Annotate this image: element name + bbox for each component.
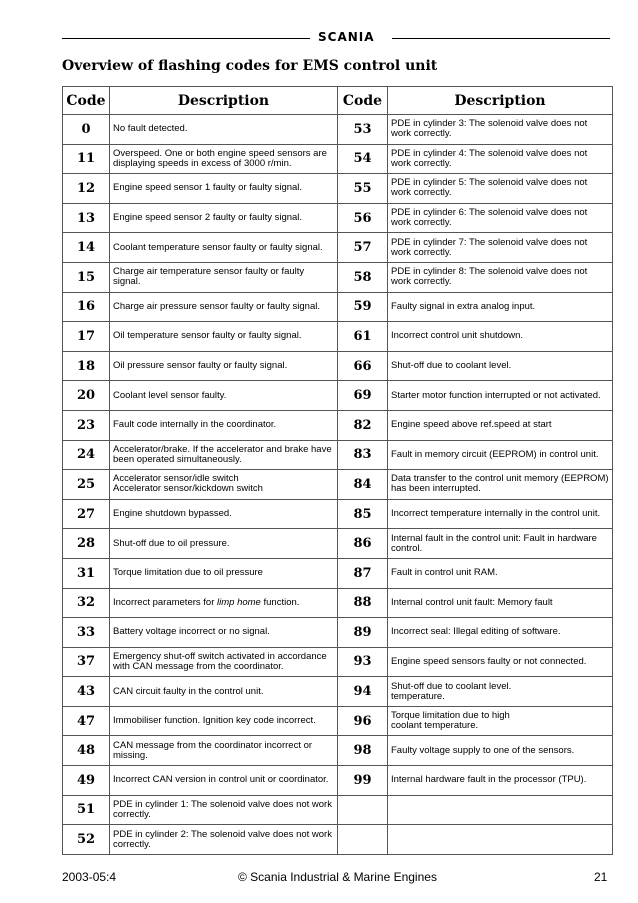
description-cell: Engine speed sensor 2 faulty or faulty signal. [110, 203, 338, 233]
table-row [63, 647, 613, 677]
header-rule-right [392, 38, 610, 39]
description-cell: Charge air pressure sensor faulty or faulty signal. [110, 292, 338, 322]
code-cell: 20 [63, 381, 110, 411]
table-row [63, 558, 613, 588]
description-cell: Data transfer to the control unit memory (EEPROM) has been interrupted. [388, 470, 613, 500]
description-cell: CAN message from the coordinator incorrect or missing. [110, 736, 338, 766]
code-cell: 84 [338, 470, 388, 500]
description-cell [388, 795, 613, 825]
code-cell: 85 [338, 499, 388, 529]
description-cell: Battery voltage incorrect or no signal. [110, 618, 338, 648]
description-cell: Faulty voltage supply to one of the sensors. [388, 736, 613, 766]
description-cell: Shut-off due to oil pressure. [110, 529, 338, 559]
table-row [63, 470, 613, 500]
code-cell: 58 [338, 262, 388, 292]
flashing-codes-table [62, 86, 613, 855]
code-cell: 14 [63, 233, 110, 263]
code-cell: 59 [338, 292, 388, 322]
table-row [63, 736, 613, 766]
description-cell: No fault detected. [110, 115, 338, 145]
description-cell: PDE in cylinder 7: The solenoid valve does not work correctly. [388, 233, 613, 263]
code-cell: 57 [338, 233, 388, 263]
code-cell: 33 [63, 618, 110, 648]
description-cell: Charge air temperature sensor faulty or faulty signal. [110, 262, 338, 292]
table-row [63, 588, 613, 618]
code-cell: 82 [338, 410, 388, 440]
table-row [63, 440, 613, 470]
code-cell: 23 [63, 410, 110, 440]
description-cell: Engine speed sensor 1 faulty or faulty signal. [110, 174, 338, 204]
description-cell: Shut-off due to coolant level. [388, 351, 613, 381]
header-code: Code [338, 87, 388, 115]
footer-copyright: © Scania Industrial & Marine Engines [238, 870, 437, 884]
header-description: Description [388, 87, 613, 115]
code-cell: 13 [63, 203, 110, 233]
description-cell: Coolant temperature sensor faulty or faulty signal. [110, 233, 338, 263]
code-cell: 25 [63, 470, 110, 500]
code-cell: 94 [338, 677, 388, 707]
table-row [63, 766, 613, 796]
description-cell: Emergency shut-off switch activated in accordance with CAN message from the coordinator. [110, 647, 338, 677]
table-row [63, 174, 613, 204]
description-cell: PDE in cylinder 1: The solenoid valve does not work correctly. [110, 795, 338, 825]
description-cell: Internal hardware fault in the processor (TPU). [388, 766, 613, 796]
description-cell: Fault in control unit RAM. [388, 558, 613, 588]
description-cell: Engine speed sensors faulty or not connected. [388, 647, 613, 677]
description-cell: Oil pressure sensor faulty or faulty signal. [110, 351, 338, 381]
code-cell: 16 [63, 292, 110, 322]
description-cell: Oil temperature sensor faulty or faulty signal. [110, 322, 338, 352]
description-cell: Accelerator sensor/idle switch Accelerator sensor/kickdown switch [110, 470, 338, 500]
code-cell [338, 795, 388, 825]
header-code: Code [63, 87, 110, 115]
description-cell: Incorrect seal: Illegal editing of software. [388, 618, 613, 648]
code-cell: 96 [338, 706, 388, 736]
code-cell: 32 [63, 588, 110, 618]
description-cell: Torque limitation due to high coolant temperature. [388, 706, 613, 736]
table-row [63, 292, 613, 322]
scania-logo: SCANIA [318, 30, 375, 44]
code-cell: 61 [338, 322, 388, 352]
table-row [63, 677, 613, 707]
footer-page-number: 21 [594, 870, 608, 884]
code-cell: 11 [63, 144, 110, 174]
table-row [63, 144, 613, 174]
table-row [63, 529, 613, 559]
description-cell: Shut-off due to coolant level. temperature. [388, 677, 613, 707]
code-cell: 93 [338, 647, 388, 677]
description-cell: PDE in cylinder 6: The solenoid valve does not work correctly. [388, 203, 613, 233]
description-cell: Fault code internally in the coordinator. [110, 410, 338, 440]
description-cell: Internal fault in the control unit: Fault in hardware control. [388, 529, 613, 559]
code-cell: 55 [338, 174, 388, 204]
table-row [63, 795, 613, 825]
code-cell: 66 [338, 351, 388, 381]
code-cell: 99 [338, 766, 388, 796]
code-cell: 47 [63, 706, 110, 736]
description-cell: Faulty signal in extra analog input. [388, 292, 613, 322]
table-row [63, 233, 613, 263]
description-cell: Incorrect control unit shutdown. [388, 322, 613, 352]
code-cell: 43 [63, 677, 110, 707]
description-cell: Engine shutdown bypassed. [110, 499, 338, 529]
description-cell: Incorrect CAN version in control unit or coordinator. [110, 766, 338, 796]
description-cell: CAN circuit faulty in the control unit. [110, 677, 338, 707]
description-cell: Incorrect parameters for limp home function. [110, 588, 338, 618]
description-cell: PDE in cylinder 2: The solenoid valve does not work correctly. [110, 825, 338, 855]
code-cell: 53 [338, 115, 388, 145]
code-cell: 31 [63, 558, 110, 588]
code-cell: 86 [338, 529, 388, 559]
table-row [63, 115, 613, 145]
code-cell: 89 [338, 618, 388, 648]
description-cell: Overspeed. One or both engine speed sensors are displaying speeds in excess of 3000 r/min. [110, 144, 338, 174]
table-row [63, 381, 613, 411]
code-cell: 54 [338, 144, 388, 174]
code-cell: 52 [63, 825, 110, 855]
description-cell: Accelerator/brake. If the accelerator and brake have been operated simultaneously. [110, 440, 338, 470]
code-cell: 37 [63, 647, 110, 677]
table-header-row [63, 87, 613, 115]
table-row [63, 499, 613, 529]
code-cell: 88 [338, 588, 388, 618]
table-row [63, 322, 613, 352]
description-cell [388, 825, 613, 855]
table-row [63, 706, 613, 736]
table-row [63, 351, 613, 381]
description-cell: PDE in cylinder 4: The solenoid valve does not work correctly. [388, 144, 613, 174]
code-cell: 18 [63, 351, 110, 381]
code-cell: 0 [63, 115, 110, 145]
header-description: Description [110, 87, 338, 115]
code-cell: 27 [63, 499, 110, 529]
description-cell: Starter motor function interrupted or not activated. [388, 381, 613, 411]
description-cell: Internal control unit fault: Memory fault [388, 588, 613, 618]
code-cell: 69 [338, 381, 388, 411]
description-cell: Torque limitation due to oil pressure [110, 558, 338, 588]
code-cell: 49 [63, 766, 110, 796]
code-cell: 17 [63, 322, 110, 352]
table-row [63, 618, 613, 648]
code-cell: 12 [63, 174, 110, 204]
description-cell: PDE in cylinder 3: The solenoid valve does not work correctly. [388, 115, 613, 145]
footer-date: 2003-05:4 [62, 870, 117, 884]
code-cell: 28 [63, 529, 110, 559]
page-header [62, 28, 610, 48]
code-cell: 83 [338, 440, 388, 470]
code-cell: 51 [63, 795, 110, 825]
description-cell: Immobiliser function. Ignition key code incorrect. [110, 706, 338, 736]
code-cell: 56 [338, 203, 388, 233]
code-cell: 15 [63, 262, 110, 292]
table-row [63, 262, 613, 292]
code-cell [338, 825, 388, 855]
description-cell: Incorrect temperature internally in the control unit. [388, 499, 613, 529]
code-cell: 24 [63, 440, 110, 470]
code-cell: 87 [338, 558, 388, 588]
table-row [63, 203, 613, 233]
table-row [63, 410, 613, 440]
description-cell: PDE in cylinder 5: The solenoid valve does not work correctly. [388, 174, 613, 204]
description-cell: Coolant level sensor faulty. [110, 381, 338, 411]
code-cell: 48 [63, 736, 110, 766]
table-row [63, 825, 613, 855]
description-cell: PDE in cylinder 8: The solenoid valve does not work correctly. [388, 262, 613, 292]
code-cell: 98 [338, 736, 388, 766]
description-cell: Engine speed above ref.speed at start [388, 410, 613, 440]
header-rule-left [62, 38, 310, 39]
page-title: Overview of flashing codes for EMS control unit [62, 58, 438, 74]
description-cell: Fault in memory circuit (EEPROM) in control unit. [388, 440, 613, 470]
